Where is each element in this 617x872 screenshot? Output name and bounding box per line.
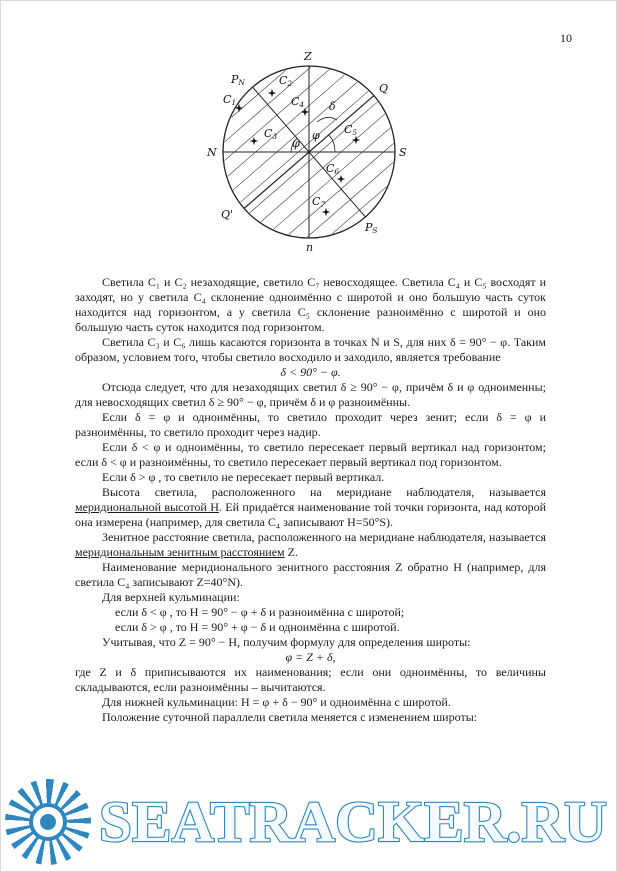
star-c2 [267,89,275,97]
watermark [5,779,612,865]
nadir-label: n [305,241,313,254]
delta-angle-label: δ [328,100,336,113]
star-c6 [336,175,344,183]
paragraph [75,275,546,335]
text-segment: Положение суточной параллели светила меняется с изменением широты: [102,710,478,724]
south-pole-label: PS [364,221,378,235]
paragraph [75,530,546,560]
text-segment: Z. [284,545,298,559]
sun-core-icon [29,803,67,841]
star-c7-label: C7 [311,195,325,209]
star-c1-label: C1 [222,93,236,107]
equator-lower-label: Q' [220,208,233,221]
paragraph [75,410,546,440]
text-segment: Если δ > φ , то светило не пересекает первый вертикал. [102,470,385,484]
seatracker-sun-logo [5,779,91,865]
page-number: 10 [560,31,572,45]
text-segment: где Z и δ приписываются их наименования; если они одноимённы, то величины складываются, если разноимённы – вычитаются. [75,665,546,694]
star-icon [336,175,344,183]
star-c5 [351,136,359,144]
celestial-sphere-figure [159,37,459,267]
paragraph [75,710,546,725]
south-point-label: S [398,146,407,159]
phi-angle-label-right: φ [311,129,320,142]
star-icon [321,208,329,216]
text-segment: δ < 90° − φ. [280,365,341,379]
text-segment: Светила C₁ и C₂ незаходящие, светило C₇ невосходящее. Светила C₄ и C₅ восходят и заходят, но у светила C₄ склонение одноимённо с широтой и оно большую часть суток находится над горизонтом, а у светила C₅ склонение разноимённо с широтой и оно большую часть суток находится под горизонтом. [75,275,546,334]
paragraph [75,365,546,380]
star-c2-label: C2 [278,74,292,88]
paragraph [75,335,546,365]
paragraph [75,620,546,635]
text-segment: Учитывая, что Z = 90° − H, получим формулу для определения широты: [102,635,471,649]
paragraph [75,485,546,530]
north-pole-label: PN [230,73,245,87]
watermark-text: SEATRACKER.RU [99,789,607,854]
text-segment: Высота светила, расположенного на меридиане наблюдателя, называется [102,485,546,499]
paragraph [75,560,546,590]
star-c4-label: C4 [290,95,304,109]
text-segment: Если δ < φ и одноимённы, то светило пересекает первый вертикал над горизонтом; если δ < φ и разноимённы, то светило пересекает первый вертикал под горизонтом. [75,440,546,469]
text-segment: Отсюда следует, что для незаходящих светил δ ≥ 90° − φ, причём δ и φ одноименны; для невосходящих светил δ ≥ 90° − φ, причём δ и φ разноимённы. [75,380,546,409]
text-segment: Для нижней кульминации: H = φ + δ − 90° и одноимённа с широтой. [102,695,451,709]
text-segment: если δ > φ , то H = 90° + φ − δ и одноимённа с широтой. [115,620,400,634]
body-text [75,275,546,725]
star-c3-label: C3 [263,127,277,141]
text-segment: φ = Z + δ, [285,650,336,664]
celestial-sphere-diagram [159,37,459,267]
paragraph [75,605,546,620]
paragraph [75,470,546,485]
text-segment: Если δ = φ и одноимённы, то светило проходит через зенит; если δ = φ и разноимённы, то светило проходит через надир. [75,410,546,439]
star-icon [249,137,257,145]
paragraph [75,635,546,650]
star-c7 [321,208,329,216]
north-point-label: N [206,146,217,159]
star-c4 [300,108,308,116]
underlined-term: меридиональным зенитным расстоянием [75,545,285,559]
text-segment: если δ < φ , то H = 90° − φ + δ и разноимённа с широтой; [115,605,405,619]
paragraph [75,650,546,665]
equator-upper-label: Q [378,82,388,95]
star-icon [351,136,359,144]
watermark-text-svg [97,784,612,860]
paragraph [75,440,546,470]
star-c3 [249,137,257,145]
underlined-term: меридиональной высотой H [75,500,219,514]
paragraph [75,380,546,410]
text-segment: Светила C₃ и C₆ лишь касаются горизонта в точках N и S, для них δ = 90° − φ. Таким образом, условием того, чтобы светило восходило и заходило, является требование [75,335,546,364]
text-segment: Для верхней кульминации: [102,590,240,604]
star-c5-label: C5 [343,123,357,137]
paragraph [75,590,546,605]
paragraph [75,665,546,695]
star-icon [300,108,308,116]
text-segment: . Ей придаётся наименование той точки горизонта, над которой она измерена (например, для светила C₄ записывают H=50°S). [75,500,546,529]
text-segment: Наименование меридионального зенитного расстояния Z обратно H (например, для светила C₄ записывают Z=40°N). [75,560,546,589]
paragraph [75,695,546,710]
text-segment: Зенитное расстояние светила, расположенного на меридиане наблюдателя, называется [102,530,546,544]
phi-angle-label-left: φ [291,137,300,150]
star-icon [267,89,275,97]
zenith-label: Z [303,50,312,63]
star-c6-label: C6 [325,162,339,176]
